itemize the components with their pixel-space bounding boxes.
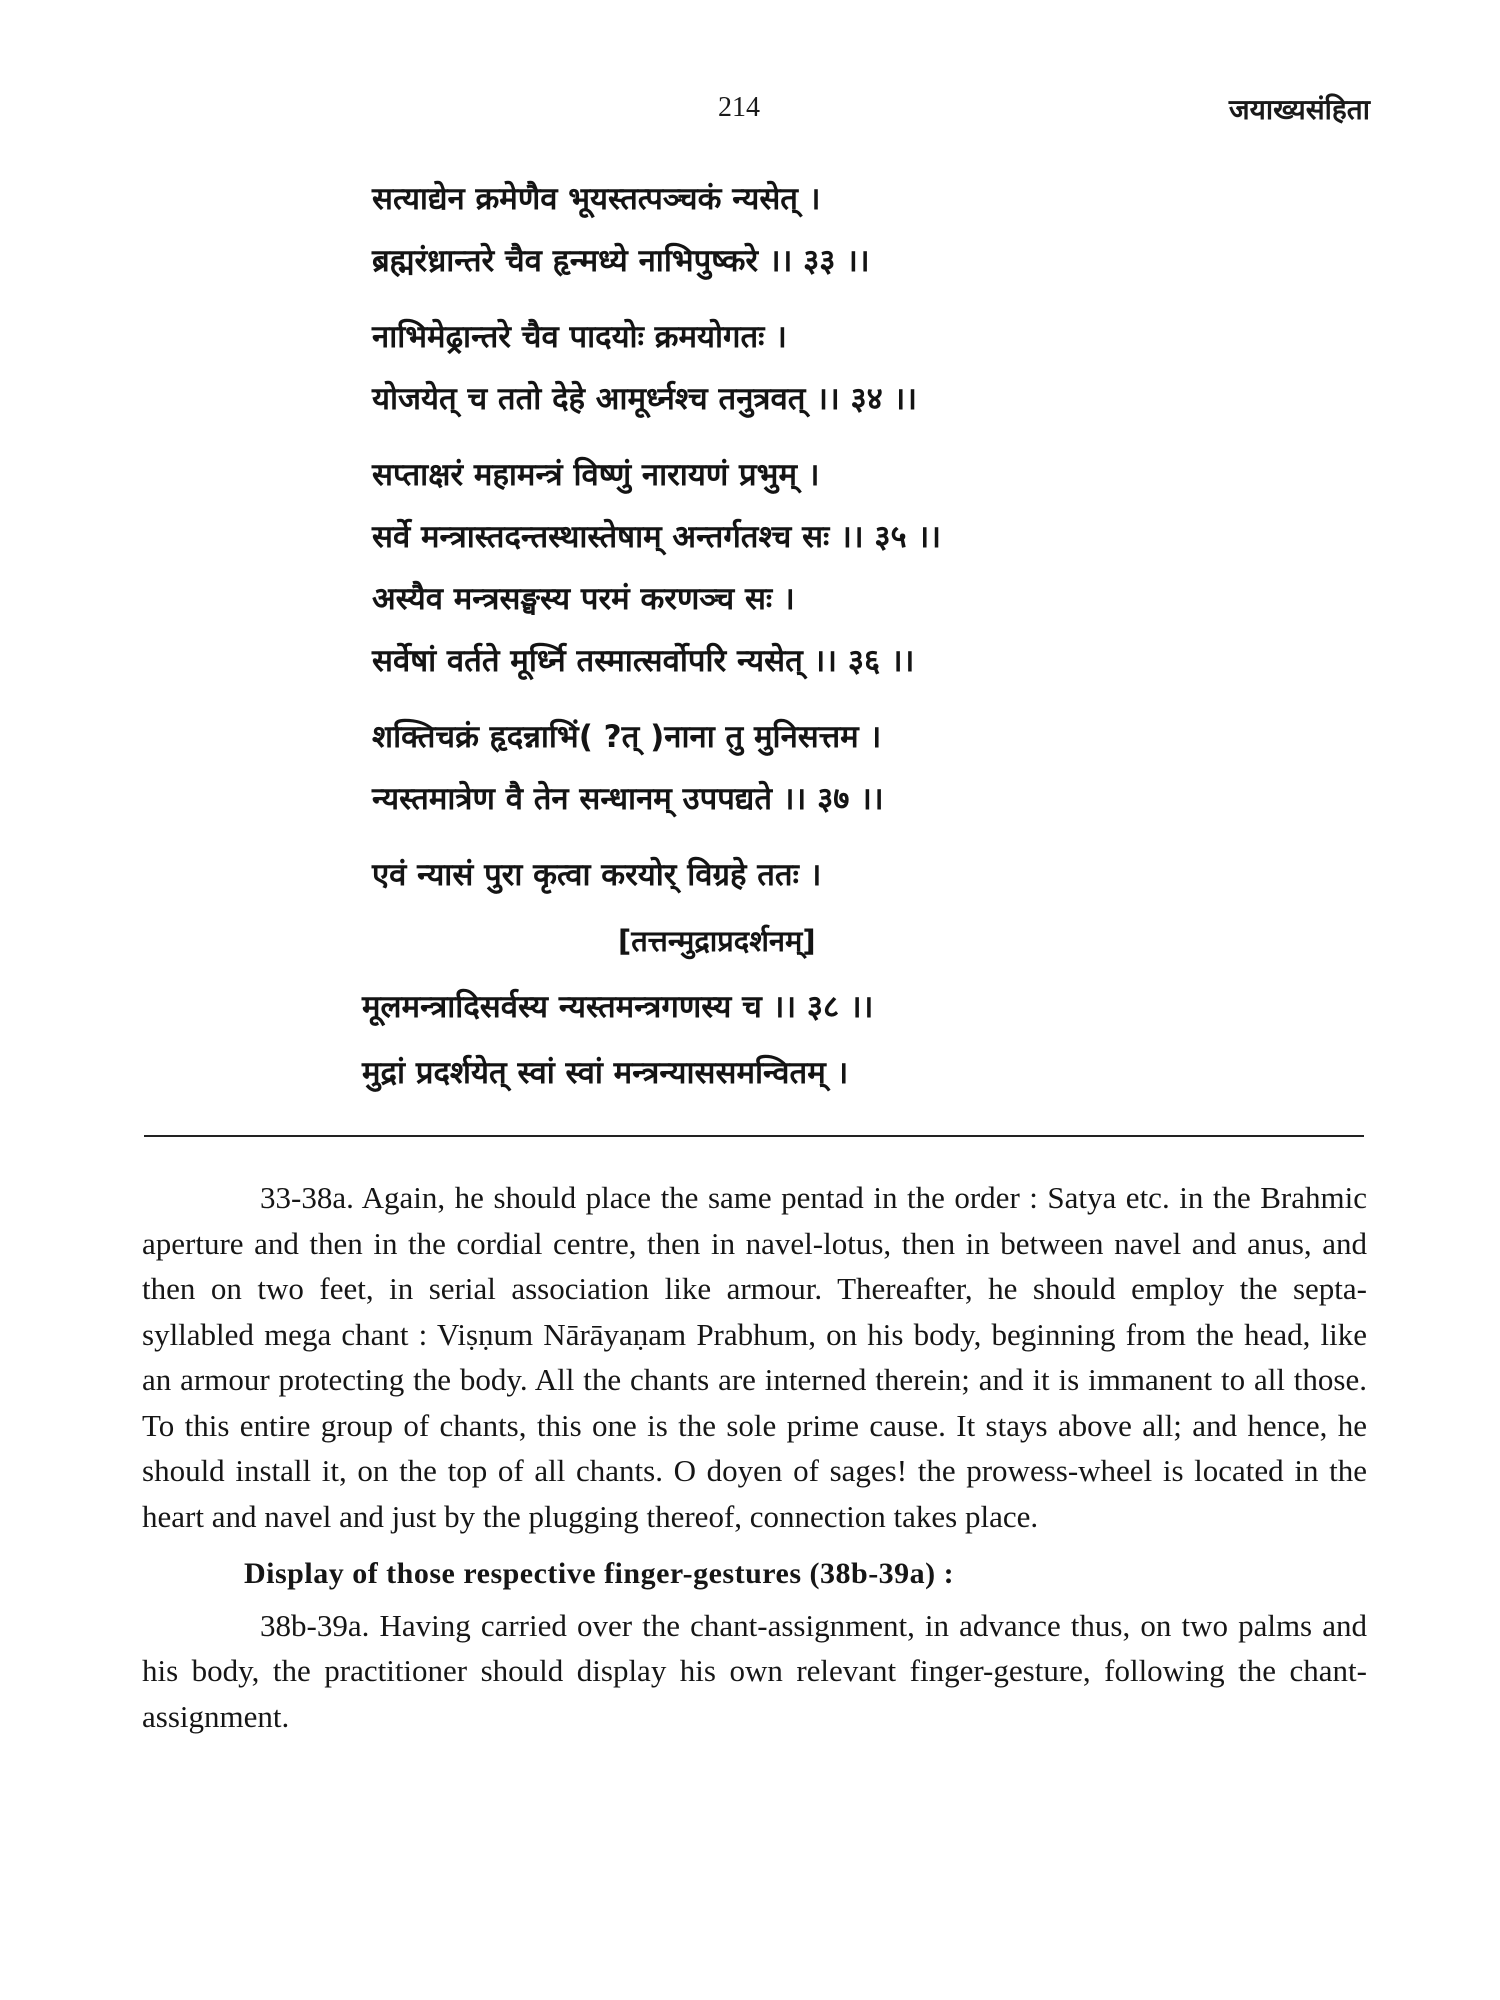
- horizontal-divider: [144, 1135, 1364, 1137]
- verse-33: [0, 168, 1500, 292]
- verse-line: ब्रह्मरंध्रान्तरे चैव हृन्मध्ये नाभिपुष्करे ।। ३३ ।।: [372, 243, 870, 279]
- section-heading: Display of those respective finger-gestures (38b-39a) :: [244, 1557, 955, 1590]
- verse-line: अस्यैव मन्त्रसङ्घस्य परमं करणञ्च सः ।: [372, 581, 795, 617]
- verse-line: सत्याद्येन क्रमेणैव भूयस्तत्पञ्चकं न्यसेत् ।: [372, 181, 821, 217]
- english-translation: [142, 1175, 1367, 1739]
- verse-37: [0, 706, 1500, 830]
- verse-line: सर्वेषां वर्तते मूर्ध्नि तस्मात्सर्वोपरि न्यसेत् ।। ३६ ।।: [372, 643, 915, 679]
- verse-line: मूलमन्त्रादिसर्वस्य न्यस्तमन्त्रगणस्य च ।। ३८ ।।: [362, 989, 874, 1025]
- running-title: जयाख्यसंहिता: [1228, 93, 1370, 126]
- verse-line: एवं न्यासं पुरा कृत्वा करयोर् विग्रहे ततः ।: [372, 857, 822, 893]
- sanskrit-verses: [0, 168, 1500, 1104]
- verse-38: [0, 976, 1500, 1104]
- verse-line: नाभिमेढ्रान्तरे चैव पादयोः क्रमयोगतः ।: [372, 319, 787, 355]
- page-header: [0, 92, 1500, 132]
- page-number: 214: [718, 92, 760, 123]
- verse-line: न्यस्तमात्रेण वै तेन सन्धानम् उपपद्यते ।। ३७ ।।: [372, 781, 884, 817]
- verse-line: मुद्रां प्रदर्शयेत् स्वां स्वां मन्त्रन्याससमन्वितम् ।: [362, 1055, 849, 1091]
- translation-paragraph: 33-38a. Again, he should place the same pentad in the order : Satya etc. in the Brahmic aperture and then in the cordial centre, then in navel-lotus, then in between navel and anus, and then on two feet, in serial association like armour. Thereafter, he should employ the septa-syllabled mega chant : Viṣṇum Nārāyaṇam Prabhum, on his body, beginning from the head, like an armour protecting the body. All the chants are interned therein; and it is immanent to all those. To this entire group of chants, this one is the sole prime cause. It stays above all; and hence, he should install it, on the top of all chants. O doyen of sages! the prowess-wheel is located in the heart and navel and just by the plugging thereof, connection takes place.: [142, 1180, 1367, 1534]
- verse-34: [0, 306, 1500, 430]
- verse-line: सप्ताक्षरं महामन्त्रं विष्णुं नारायणं प्रभुम् ।: [372, 457, 820, 493]
- verse-line: सर्वे मन्त्रास्तदन्तस्थास्तेषाम् अन्तर्गतश्च सः ।। ३५ ।।: [372, 519, 941, 555]
- sanskrit-subheading: [तत्तन्मुद्राप्रदर्शनम्]: [618, 924, 816, 958]
- verse-line: शक्तिचक्रं हृदन्नाभिं( ?त् )नाना तु मुनिसत्तम ।: [372, 719, 882, 755]
- translation-paragraph: 38b-39a. Having carried over the chant-assignment, in advance thus, on two palms and his body, the practitioner should display his own relevant finger-gesture, following the chant-assignment.: [142, 1607, 1367, 1734]
- verse-line: योजयेत् च ततो देहे आमूर्ध्नश्च तनुत्रवत् ।। ३४ ।।: [372, 381, 918, 417]
- verse-35-36: [0, 444, 1500, 692]
